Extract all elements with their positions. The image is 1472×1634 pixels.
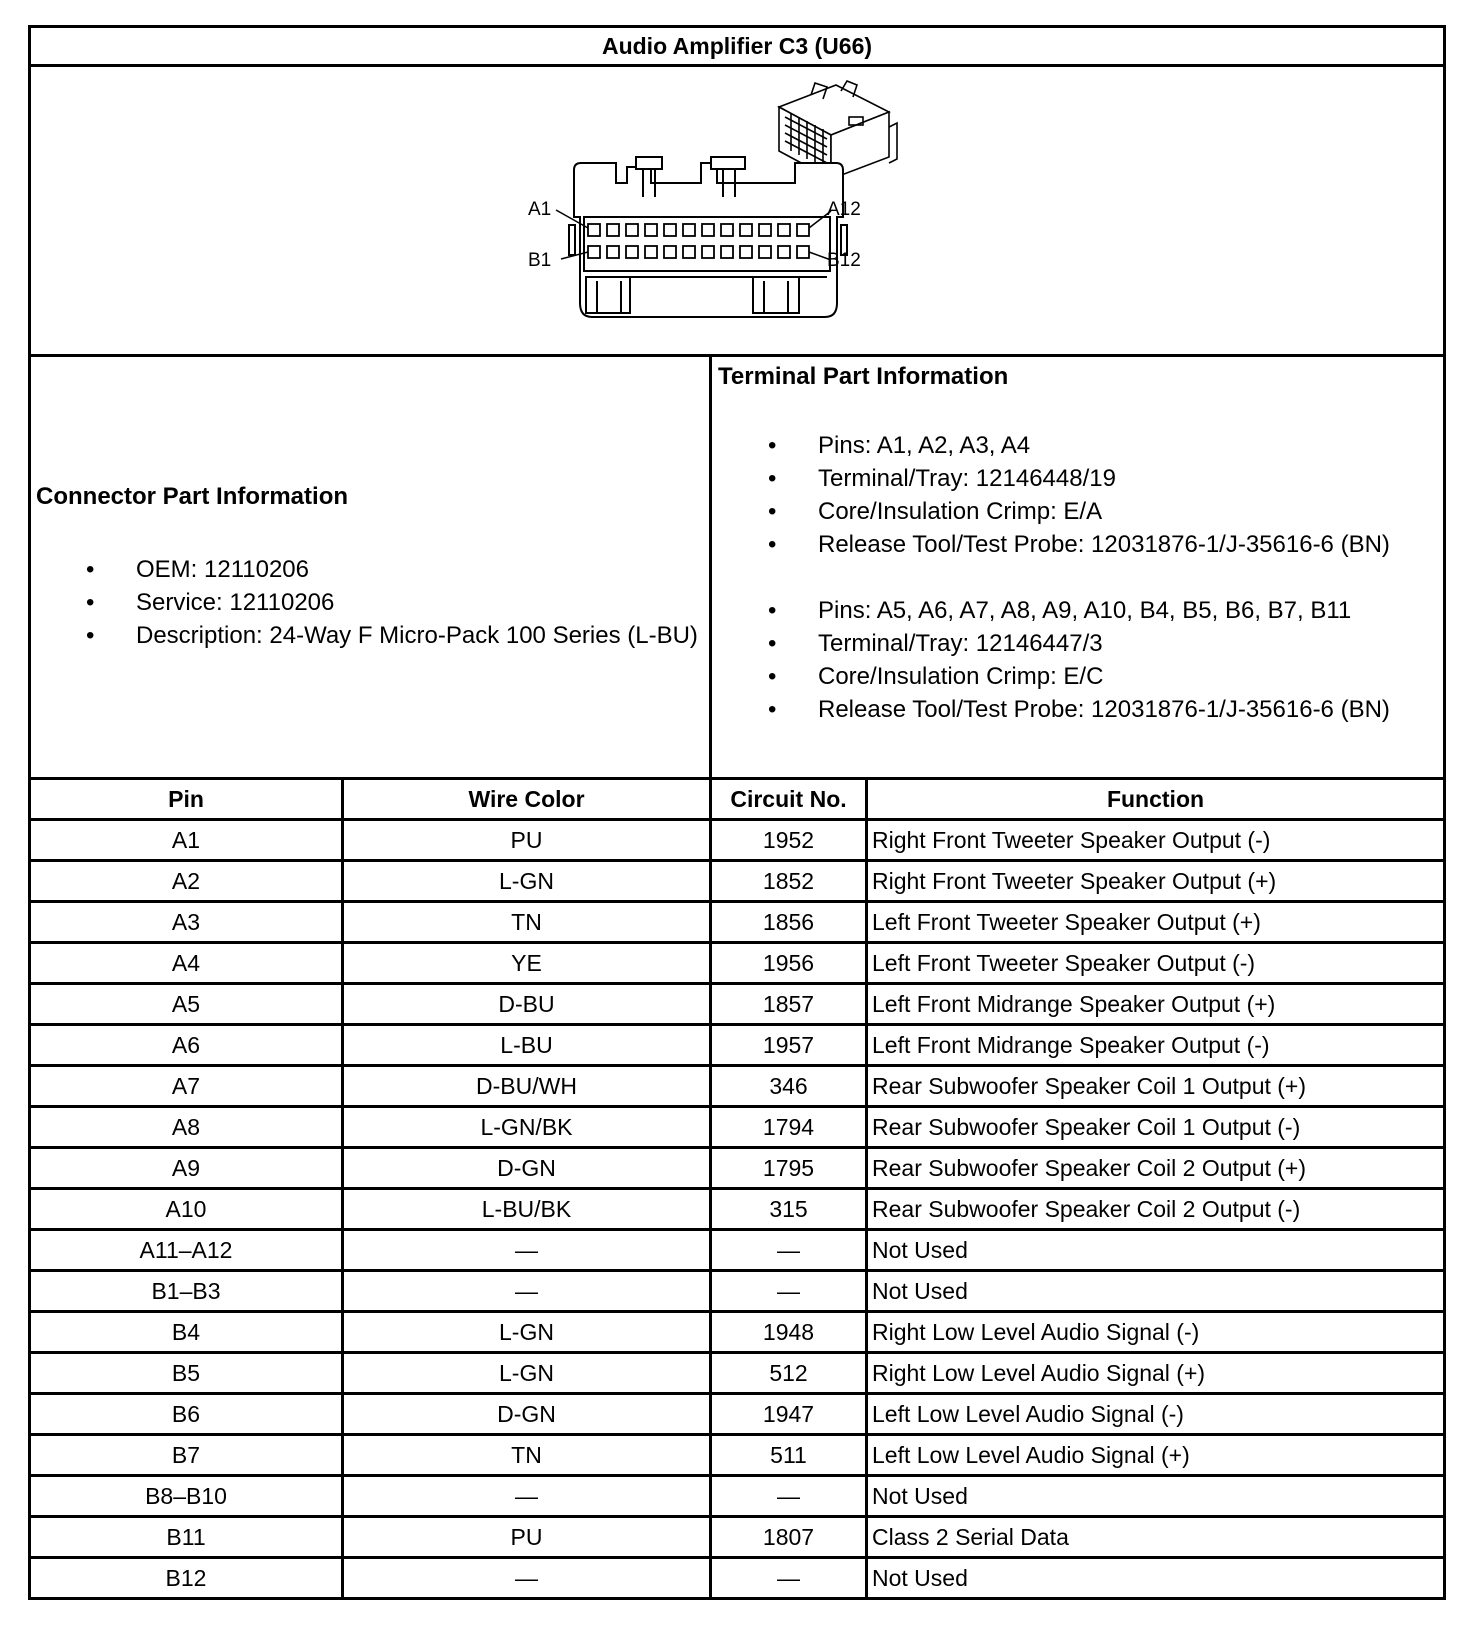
list-item: • OEM: 12110206: [36, 553, 709, 586]
list-item: • Service: 12110206: [36, 586, 709, 619]
circuit-cell: 512: [711, 1353, 867, 1394]
function-cell: Right Low Level Audio Signal (-): [867, 1312, 1445, 1353]
table-row: [30, 1189, 1445, 1230]
circuit-cell: 511: [711, 1435, 867, 1476]
table-row: [30, 1394, 1445, 1435]
wire-color-cell: D-GN: [343, 1394, 711, 1435]
label-b12: B12: [827, 250, 861, 271]
table-row: [30, 1353, 1445, 1394]
connector-part-heading: Connector Part Information: [36, 482, 349, 510]
table-row: [30, 1435, 1445, 1476]
wire-color-cell: L-GN/BK: [343, 1107, 711, 1148]
function-cell: Not Used: [867, 1271, 1445, 1312]
pin-cell: B4: [30, 1312, 343, 1353]
table-row: [30, 1558, 1445, 1599]
wire-color-cell: —: [343, 1230, 711, 1271]
wire-color-cell: L-GN: [343, 861, 711, 902]
list-item: • Pins: A1, A2, A3, A4: [718, 429, 1443, 462]
table-row: [30, 820, 1445, 861]
circuit-cell: 1856: [711, 902, 867, 943]
table-row: [30, 861, 1445, 902]
wire-color-cell: —: [343, 1476, 711, 1517]
pin-cell: A8: [30, 1107, 343, 1148]
table-header-row: [30, 779, 1445, 820]
pin-cell: B11: [30, 1517, 343, 1558]
pin-cell: A1: [30, 820, 343, 861]
column-header-pin: Pin: [30, 779, 343, 820]
pin-cell: A6: [30, 1025, 343, 1066]
function-cell: Left Low Level Audio Signal (-): [867, 1394, 1445, 1435]
wire-color-cell: YE: [343, 943, 711, 984]
list-item: • Terminal/Tray: 12146448/19: [718, 462, 1443, 495]
connector-face-diagram: [31, 67, 1440, 354]
function-cell: Left Front Tweeter Speaker Output (-): [867, 943, 1445, 984]
connector-diagram-cell: [30, 66, 1445, 356]
wire-color-cell: TN: [343, 1435, 711, 1476]
pin-cell: B12: [30, 1558, 343, 1599]
wire-color-cell: L-BU/BK: [343, 1189, 711, 1230]
wire-color-cell: TN: [343, 902, 711, 943]
circuit-cell: —: [711, 1271, 867, 1312]
wire-color-cell: D-BU/WH: [343, 1066, 711, 1107]
circuit-cell: 1807: [711, 1517, 867, 1558]
wire-color-cell: PU: [343, 820, 711, 861]
list-item: • Core/Insulation Crimp: E/A: [718, 495, 1443, 528]
list-item: • Release Tool/Test Probe: 12031876-1/J-35616-6 (BN): [718, 693, 1443, 726]
function-cell: Rear Subwoofer Speaker Coil 1 Output (-): [867, 1107, 1445, 1148]
function-cell: Right Low Level Audio Signal (+): [867, 1353, 1445, 1394]
pin-cell: A3: [30, 902, 343, 943]
function-cell: Rear Subwoofer Speaker Coil 1 Output (+): [867, 1066, 1445, 1107]
wire-color-cell: —: [343, 1558, 711, 1599]
list-item: • Core/Insulation Crimp: E/C: [718, 660, 1443, 693]
page-title: Audio Amplifier C3 (U66): [30, 27, 1445, 66]
column-header-function: Function: [867, 779, 1445, 820]
pin-cell: A5: [30, 984, 343, 1025]
function-cell: Left Front Tweeter Speaker Output (+): [867, 902, 1445, 943]
column-header-circuit: Circuit No.: [711, 779, 867, 820]
wire-color-cell: —: [343, 1271, 711, 1312]
terminal-group-2: [718, 594, 1443, 726]
list-item: • Pins: A5, A6, A7, A8, A9, A10, B4, B5, B6, B7, B11: [718, 594, 1443, 627]
table-row: [30, 1271, 1445, 1312]
circuit-cell: —: [711, 1476, 867, 1517]
pin-table: [28, 777, 1446, 1600]
label-a1: A1: [528, 199, 552, 220]
pin-cell: A11–A12: [30, 1230, 343, 1271]
function-cell: Class 2 Serial Data: [867, 1517, 1445, 1558]
table-row: [30, 1148, 1445, 1189]
pin-cell: B6: [30, 1394, 343, 1435]
circuit-cell: 1952: [711, 820, 867, 861]
wire-color-cell: L-GN: [343, 1353, 711, 1394]
circuit-cell: —: [711, 1230, 867, 1271]
pin-cell: A4: [30, 943, 343, 984]
circuit-cell: 1948: [711, 1312, 867, 1353]
table-row: [30, 902, 1445, 943]
function-cell: Rear Subwoofer Speaker Coil 2 Output (+): [867, 1148, 1445, 1189]
terminal-group-1: [718, 429, 1443, 561]
function-cell: Left Low Level Audio Signal (+): [867, 1435, 1445, 1476]
connector-face-outline: [569, 157, 847, 317]
circuit-cell: 315: [711, 1189, 867, 1230]
wire-color-cell: L-BU: [343, 1025, 711, 1066]
wire-color-cell: D-GN: [343, 1148, 711, 1189]
table-row: [30, 1312, 1445, 1353]
table-row: [30, 1230, 1445, 1271]
wire-color-cell: L-GN: [343, 1312, 711, 1353]
label-a12: A12: [827, 199, 861, 220]
circuit-cell: 1957: [711, 1025, 867, 1066]
circuit-cell: —: [711, 1558, 867, 1599]
connector-sheet: [28, 25, 1443, 1600]
circuit-cell: 1795: [711, 1148, 867, 1189]
list-item: • Description: 24-Way F Micro-Pack 100 Series (L-BU): [36, 619, 709, 652]
circuit-cell: 346: [711, 1066, 867, 1107]
circuit-cell: 1794: [711, 1107, 867, 1148]
function-cell: Rear Subwoofer Speaker Coil 2 Output (-): [867, 1189, 1445, 1230]
circuit-cell: 1857: [711, 984, 867, 1025]
terminal-part-info: [711, 356, 1445, 779]
pin-cell: A10: [30, 1189, 343, 1230]
function-cell: Not Used: [867, 1230, 1445, 1271]
function-cell: Right Front Tweeter Speaker Output (-): [867, 820, 1445, 861]
pin-cell: A9: [30, 1148, 343, 1189]
table-row: [30, 984, 1445, 1025]
function-cell: Not Used: [867, 1476, 1445, 1517]
list-item: • Terminal/Tray: 12146447/3: [718, 627, 1443, 660]
table-row: [30, 1476, 1445, 1517]
pin-cell: B5: [30, 1353, 343, 1394]
pin-cell: B7: [30, 1435, 343, 1476]
wire-color-cell: D-BU: [343, 984, 711, 1025]
pin-cell: A7: [30, 1066, 343, 1107]
circuit-cell: 1956: [711, 943, 867, 984]
table-row: [30, 1517, 1445, 1558]
column-header-wire-color: Wire Color: [343, 779, 711, 820]
label-b1: B1: [528, 250, 552, 271]
circuit-cell: 1947: [711, 1394, 867, 1435]
connector-part-list: [36, 553, 709, 652]
pin-cell: B8–B10: [30, 1476, 343, 1517]
terminal-part-heading: Terminal Part Information: [718, 363, 1009, 390]
function-cell: Right Front Tweeter Speaker Output (+): [867, 861, 1445, 902]
wire-color-cell: PU: [343, 1517, 711, 1558]
list-item: • Release Tool/Test Probe: 12031876-1/J-35616-6 (BN): [718, 528, 1443, 561]
function-cell: Left Front Midrange Speaker Output (+): [867, 984, 1445, 1025]
table-row: [30, 1025, 1445, 1066]
table-row: [30, 943, 1445, 984]
table-row: [30, 1066, 1445, 1107]
table-row: [30, 1107, 1445, 1148]
function-cell: Left Front Midrange Speaker Output (-): [867, 1025, 1445, 1066]
pin-table-body: [30, 820, 1445, 1599]
function-cell: Not Used: [867, 1558, 1445, 1599]
connector-part-info: [30, 356, 711, 779]
connector-info-table: [28, 25, 1446, 780]
circuit-cell: 1852: [711, 861, 867, 902]
pin-cell: B1–B3: [30, 1271, 343, 1312]
pin-cell: A2: [30, 861, 343, 902]
